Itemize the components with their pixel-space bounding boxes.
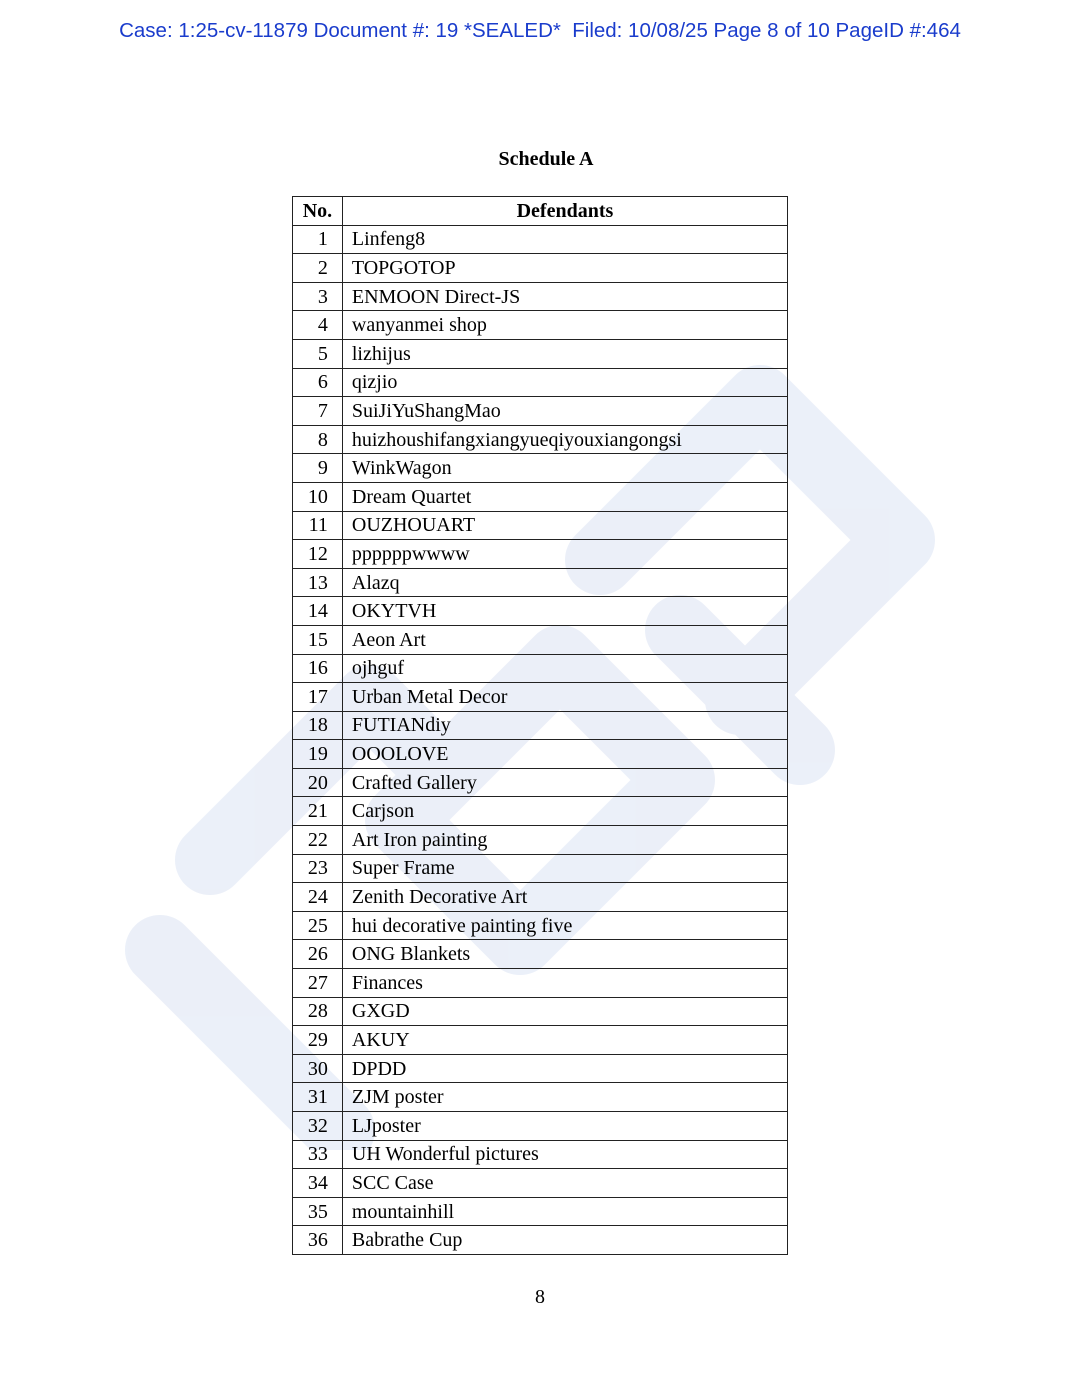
defendant-name: Carjson	[342, 797, 787, 826]
defendant-name: wanyanmei shop	[342, 311, 787, 340]
defendant-name: Finances	[342, 969, 787, 998]
defendant-name: OOOLOVE	[342, 740, 787, 769]
table-row	[293, 940, 788, 969]
row-number: 2	[293, 254, 343, 283]
row-number: 10	[293, 482, 343, 511]
table-row	[293, 711, 788, 740]
column-header-no: No.	[293, 197, 343, 226]
defendant-name: Alazq	[342, 568, 787, 597]
row-number: 7	[293, 397, 343, 426]
table-row	[293, 768, 788, 797]
defendant-name: WinkWagon	[342, 454, 787, 483]
row-number: 16	[293, 654, 343, 683]
table-row	[293, 540, 788, 569]
schedule-title: Schedule A	[498, 148, 594, 170]
table-row	[293, 883, 788, 912]
table-row	[293, 339, 788, 368]
defendant-name: Linfeng8	[342, 225, 787, 254]
row-number: 27	[293, 969, 343, 998]
defendant-name: qizjio	[342, 368, 787, 397]
table-row	[293, 568, 788, 597]
table-row	[293, 683, 788, 712]
defendant-name: SCC Case	[342, 1169, 787, 1198]
row-number: 24	[293, 883, 343, 912]
defendant-name: ONG Blankets	[342, 940, 787, 969]
row-number: 26	[293, 940, 343, 969]
table-row	[293, 254, 788, 283]
defendant-name: Super Frame	[342, 854, 787, 883]
row-number: 14	[293, 597, 343, 626]
table-row	[293, 654, 788, 683]
column-header-defendants: Defendants	[342, 197, 787, 226]
defendant-name: Urban Metal Decor	[342, 683, 787, 712]
row-number: 19	[293, 740, 343, 769]
row-number: 36	[293, 1226, 343, 1255]
row-number: 6	[293, 368, 343, 397]
row-number: 20	[293, 768, 343, 797]
table-row	[293, 482, 788, 511]
row-number: 34	[293, 1169, 343, 1198]
row-number: 13	[293, 568, 343, 597]
table-row	[293, 997, 788, 1026]
defendant-name: lizhijus	[342, 339, 787, 368]
table-row	[293, 1083, 788, 1112]
defendant-name: ppppppwwww	[342, 540, 787, 569]
row-number: 12	[293, 540, 343, 569]
row-number: 23	[293, 854, 343, 883]
row-number: 8	[293, 425, 343, 454]
defendant-name: Art Iron painting	[342, 826, 787, 855]
page-number: 8	[535, 1286, 545, 1308]
row-number: 29	[293, 1026, 343, 1055]
row-number: 21	[293, 797, 343, 826]
row-number: 3	[293, 282, 343, 311]
defendant-name: Aeon Art	[342, 625, 787, 654]
defendant-name: ZJM poster	[342, 1083, 787, 1112]
defendant-name: LJposter	[342, 1112, 787, 1141]
row-number: 9	[293, 454, 343, 483]
table-row	[293, 1197, 788, 1226]
table-row	[293, 854, 788, 883]
table-row	[293, 911, 788, 940]
defendant-name: AKUY	[342, 1026, 787, 1055]
row-number: 31	[293, 1083, 343, 1112]
row-number: 25	[293, 911, 343, 940]
table-row	[293, 1026, 788, 1055]
row-number: 18	[293, 711, 343, 740]
defendants-table	[292, 196, 788, 1255]
defendant-name: ENMOON Direct-JS	[342, 282, 787, 311]
table-row	[293, 311, 788, 340]
table-row	[293, 597, 788, 626]
row-number: 22	[293, 826, 343, 855]
defendant-name: FUTIANdiy	[342, 711, 787, 740]
table-header-row	[293, 197, 788, 226]
defendant-name: Zenith Decorative Art	[342, 883, 787, 912]
row-number: 15	[293, 625, 343, 654]
table-row	[293, 425, 788, 454]
defendant-name: Babrathe Cup	[342, 1226, 787, 1255]
table-row	[293, 368, 788, 397]
table-row	[293, 740, 788, 769]
defendant-name: GXGD	[342, 997, 787, 1026]
row-number: 17	[293, 683, 343, 712]
table-row	[293, 969, 788, 998]
table-row	[293, 1140, 788, 1169]
table-row	[293, 225, 788, 254]
row-number: 11	[293, 511, 343, 540]
table-row	[293, 454, 788, 483]
defendant-name: OKYTVH	[342, 597, 787, 626]
case-header-stamp: Case: 1:25-cv-11879 Document #: 19 *SEALED* Filed: 10/08/25 Page 8 of 10 PageID #:464	[119, 19, 961, 42]
row-number: 28	[293, 997, 343, 1026]
table-row	[293, 1169, 788, 1198]
table-row	[293, 797, 788, 826]
defendant-name: huizhoushifangxiangyueqiyouxiangongsi	[342, 425, 787, 454]
table-row	[293, 397, 788, 426]
row-number: 32	[293, 1112, 343, 1141]
table-row	[293, 1054, 788, 1083]
row-number: 33	[293, 1140, 343, 1169]
defendant-name: Dream Quartet	[342, 482, 787, 511]
defendant-name: TOPGOTOP	[342, 254, 787, 283]
row-number: 5	[293, 339, 343, 368]
table-row	[293, 826, 788, 855]
row-number: 35	[293, 1197, 343, 1226]
row-number: 30	[293, 1054, 343, 1083]
table-row	[293, 282, 788, 311]
table-row	[293, 625, 788, 654]
defendant-name: DPDD	[342, 1054, 787, 1083]
defendant-name: Crafted Gallery	[342, 768, 787, 797]
defendant-name: SuiJiYuShangMao	[342, 397, 787, 426]
row-number: 1	[293, 225, 343, 254]
defendant-name: UH Wonderful pictures	[342, 1140, 787, 1169]
table-row	[293, 511, 788, 540]
row-number: 4	[293, 311, 343, 340]
defendant-name: ojhguf	[342, 654, 787, 683]
table-row	[293, 1112, 788, 1141]
defendant-name: hui decorative painting five	[342, 911, 787, 940]
table-row	[293, 1226, 788, 1255]
defendant-name: OUZHOUART	[342, 511, 787, 540]
defendants-table-body	[293, 225, 788, 1254]
defendant-name: mountainhill	[342, 1197, 787, 1226]
